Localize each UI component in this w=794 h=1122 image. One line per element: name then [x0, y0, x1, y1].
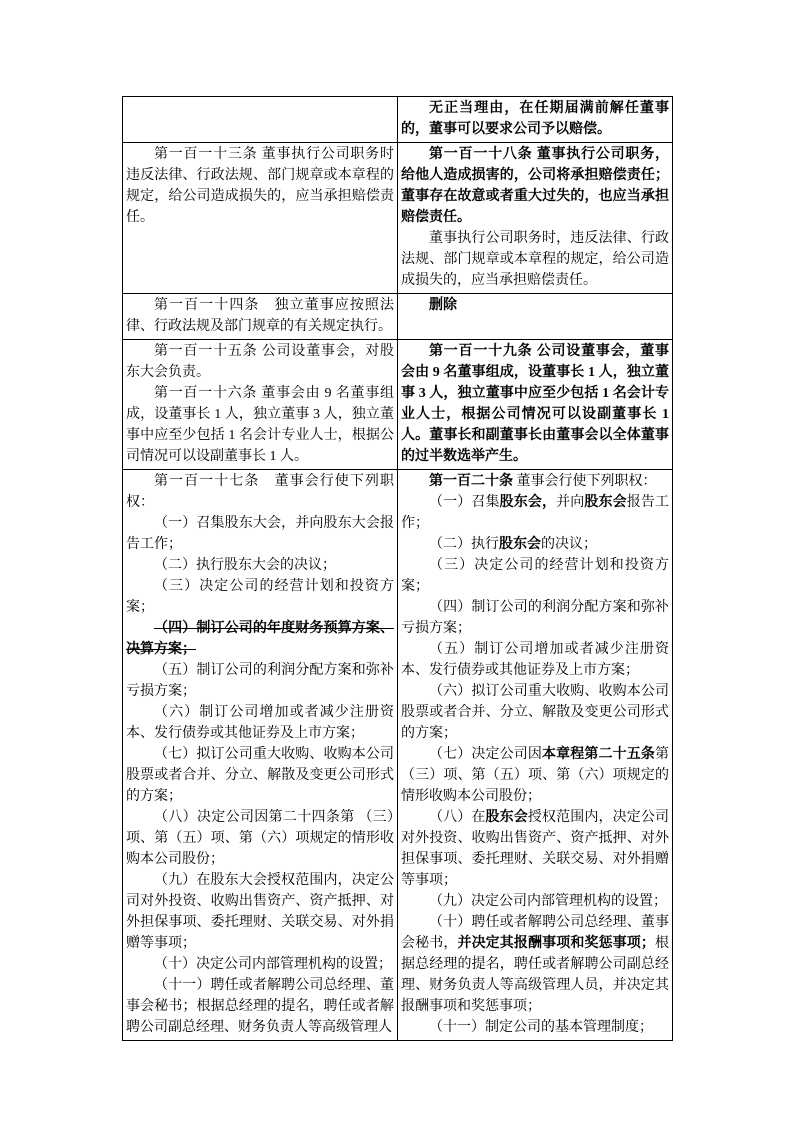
text-run: 根据总经理的提名，聘任或者解聘公司副总经理、财务负责人等高级管理人员，并决定其报酬事项和奖惩事项；: [401, 936, 670, 1014]
text-run: （六）拟订公司重大收购、收购本公司股票或者合并、分立、解散及变更公司形式的方案；: [401, 684, 669, 741]
text-run: （八）决定公司因第二十四条第 （三）项、第（五）项、第（六）项规定的情形收购本公司股份；: [126, 810, 394, 867]
text-run: （六）制订公司增加或者减少注册资本、发行债券或其他证券及上市方案；: [126, 705, 394, 741]
paragraph: [126, 555, 394, 576]
text-run: （三）决定公司的经营计划和投资方案；: [126, 579, 394, 615]
paragraph: [126, 807, 394, 870]
text-run: 第一百一十四条 独立董事应按照法律、行政法规及部门规章的有关规定执行。: [126, 298, 394, 334]
new-clause-cell: [398, 97, 673, 143]
revised-text-run: 无正当理由，在任期届满前解任董事的，董事可以要求公司予以赔偿。: [401, 101, 669, 137]
paragraph: [126, 744, 394, 807]
text-run: 第一百一十三条 董事执行公司职务时违反法律、行政法规、部门规章或本章程的规定，给公司造成损失的，应当承担赔偿责任。: [126, 147, 394, 225]
comparison-table: [122, 96, 673, 1041]
table-row: [123, 294, 673, 340]
revised-text-run: 第一百一十八条 董事执行公司职务，给他人造成损害的，公司将承担赔偿责任；董事存在故意或者重大过失的，也应当承担赔偿责任。: [401, 147, 669, 225]
new-clause-cell: [398, 470, 673, 1041]
text-run: （九）决定公司内部管理机构的设置；: [429, 894, 667, 909]
table-row: [123, 340, 673, 470]
comparison-table-body: [123, 97, 673, 1041]
revised-text-run: 第一百二十条: [429, 474, 513, 489]
text-run: （八）在: [429, 810, 486, 825]
paragraph: [401, 597, 669, 639]
text-run: 董事执行公司职务时，违反法律、行政法规、部门规章或本章程的规定，给公司造成损失的，应当承担赔偿责任。: [401, 231, 669, 288]
text-run: 的决议；: [541, 537, 597, 552]
text-run: （二）执行: [429, 537, 499, 552]
paragraph: [126, 341, 394, 383]
paragraph: [126, 954, 394, 975]
text-run: （十）聘任或者解聘公司总经理、董事会秘书，: [401, 915, 669, 951]
revised-text-run: 股东会: [499, 537, 541, 552]
revised-text-run: 股东会，: [499, 495, 557, 510]
old-clause-cell: [123, 97, 398, 143]
text-run: （十）决定公司内部管理机构的设置；: [154, 957, 392, 972]
new-clause-cell: [398, 294, 673, 340]
paragraph: [126, 383, 394, 467]
paragraph: [126, 660, 394, 702]
revised-text-run: 股东会: [584, 495, 627, 510]
paragraph: [126, 144, 394, 228]
paragraph: [126, 702, 394, 744]
paragraph: [401, 555, 669, 597]
paragraph: [126, 513, 394, 555]
text-run: 报告工作；: [401, 495, 669, 531]
paragraph: [401, 295, 669, 316]
paragraph: [401, 144, 669, 228]
text-run: 并向: [556, 495, 585, 510]
new-clause-cell: [398, 143, 673, 294]
paragraph: [401, 744, 669, 807]
text-run: （七）拟订公司重大收购、收购本公司股票或者合并、分立、解散及变更公司形式的方案；: [126, 747, 394, 804]
text-run: （七）决定公司因: [429, 747, 542, 762]
deleted-text-run: （四）制订公司的年度财务预算方案、决算方案；: [126, 621, 394, 657]
paragraph: [401, 534, 669, 555]
revised-text-run: 删除: [429, 298, 457, 313]
text-run: （二）执行股东大会的决议；: [154, 558, 336, 573]
old-clause-cell: [123, 294, 398, 340]
paragraph: [126, 870, 394, 954]
old-clause-cell: [123, 340, 398, 470]
paragraph: [126, 576, 394, 618]
text-run: 第（三）项、第（五）项、第（六）项规定的情形收购本公司股份；: [401, 747, 669, 804]
text-run: （三）决定公司的经营计划和投资方案；: [401, 558, 669, 594]
old-clause-cell: [123, 143, 398, 294]
paragraph: [401, 471, 669, 492]
text-run: （四）制订公司的利润分配方案和弥补亏损方案；: [401, 600, 669, 636]
paragraph: [401, 1017, 669, 1038]
text-run: 授权范围内，决定公司对外投资、收购出售资产、资产抵押、对外担保事项、委托理财、关联交易、对外捐赠等事项；: [401, 810, 669, 888]
paragraph: [401, 912, 669, 1017]
paragraph: [401, 807, 669, 891]
paragraph: [401, 98, 669, 140]
text-run: 第一百一十七条 董事会行使下列职权：: [126, 474, 394, 510]
table-row: [123, 97, 673, 143]
text-run: 第一百一十五条 公司设董事会，对股东大会负责。: [126, 344, 394, 380]
paragraph: [401, 492, 669, 534]
paragraph: [126, 975, 394, 1038]
text-run: （一）召集: [429, 495, 500, 510]
revised-text-run: 并决定其报酬事项和奖惩事项；: [457, 936, 655, 951]
paragraph: [126, 471, 394, 513]
paragraph: [401, 681, 669, 744]
new-clause-cell: [398, 340, 673, 470]
revised-text-run: 本章程第二十五条: [542, 747, 655, 762]
text-run: （九）在股东大会授权范围内，决定公司对外投资、收购出售资产、资产抵押、对外担保事项、委托理财、关联交易、对外捐赠等事项；: [126, 873, 394, 951]
paragraph: [401, 341, 669, 467]
table-row: [123, 143, 673, 294]
old-clause-cell: [123, 470, 398, 1041]
text-run: （十一）制定公司的基本管理制度；: [429, 1020, 653, 1035]
text-run: （十一）聘任或者解聘公司总经理、董事会秘书；根据总经理的提名，聘任或者解聘公司副总经理、财务负责人等高级管理人: [126, 978, 394, 1035]
revised-text-run: 第一百一十九条 公司设董事会，董事会由 9 名董事组成，设董事长 1 人，独立董事 3 人，独立董事中应至少包括 1 名会计专业人士，根据公司情况可以设副董事长 1 人。董事长和副董事长由董事会以全体董事的过半数选举产生。: [401, 344, 669, 464]
text-run: 第一百一十六条 董事会由 9 名董事组成，设董事长 1 人，独立董事 3 人，独立董事中应至少包括 1 名会计专业人士，根据公司情况可以设副董事长 1 人。: [126, 386, 394, 464]
text-run: （五）制订公司增加或者减少注册资本、发行债券或其他证券及上市方案；: [401, 642, 669, 678]
text-run: （五）制订公司的利润分配方案和弥补亏损方案；: [126, 663, 394, 699]
paragraph: [126, 618, 394, 660]
text-run: 董事会行使下列职权：: [513, 474, 657, 489]
revised-text-run: 股东会: [485, 810, 528, 825]
text-run: （一）召集股东大会，并向股东大会报告工作；: [126, 516, 394, 552]
paragraph: [126, 295, 394, 337]
paragraph: [401, 639, 669, 681]
paragraph: [401, 228, 669, 291]
paragraph: [401, 891, 669, 912]
table-row: [123, 470, 673, 1041]
